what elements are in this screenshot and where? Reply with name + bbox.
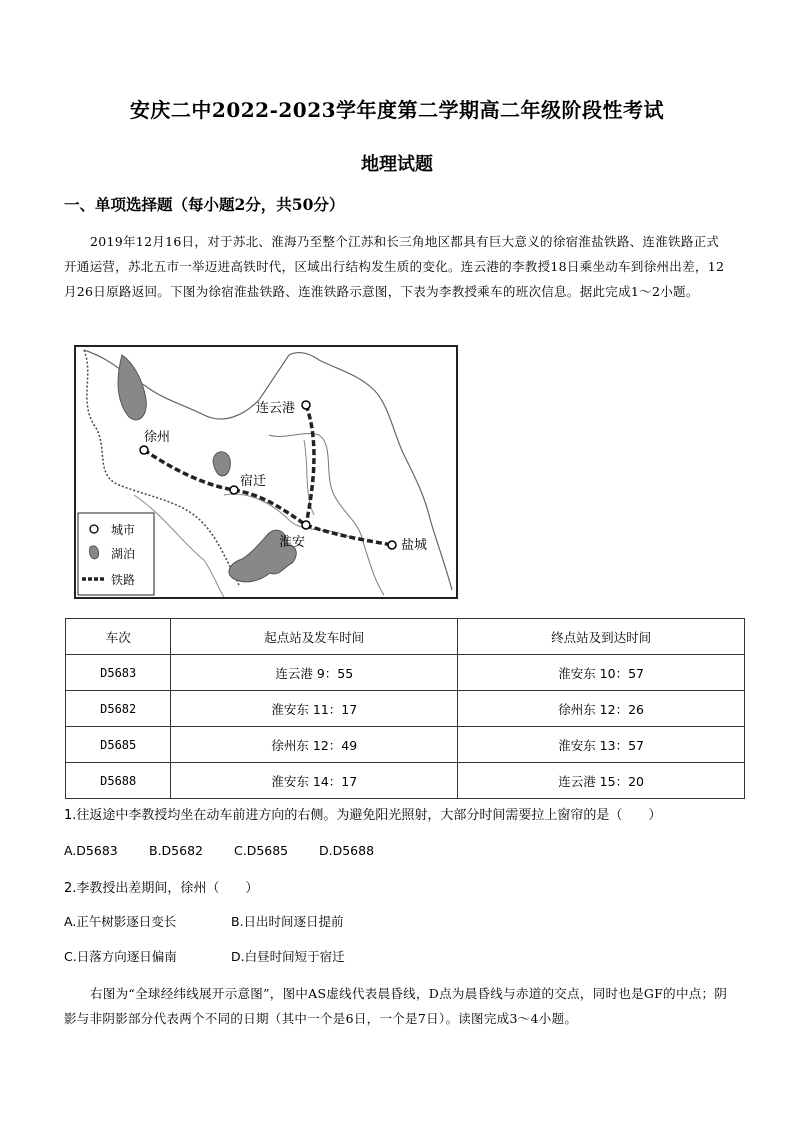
arrival: 连云港 15：20 [458,763,745,799]
section-heading: 一、单项选择题（每小题2分，共50分） [64,195,345,214]
option-b[interactable]: B.D5682 [149,843,203,858]
city-icon [302,521,310,529]
railway-map [74,345,458,599]
exam-title: 安庆二中2022-2023学年度第二学期高二年级阶段性考试 [129,98,665,122]
train-code: D5685 [66,727,171,763]
question-1-options [64,843,404,858]
arrival: 淮安东 13：57 [458,727,745,763]
question-2-options-row2 [64,947,345,965]
table-header: 车次 [66,619,171,655]
city-icon [302,401,310,409]
legend-label-railway: 铁路 [111,573,136,587]
table-row [66,763,745,799]
city-label-xuzhou: 徐州 [144,430,171,445]
option-a[interactable]: A.D5683 [64,843,118,858]
option-d[interactable]: D.白昼时间短于宿迁 [231,949,345,964]
city-icon [90,525,98,533]
question-1-stem: 1.往返途中李教授均坐在动车前进方向的右侧。为避免阳光照射，大部分时间需要拉上窗帘的是（ ） [64,808,662,823]
city-icon [140,446,148,454]
table-row [66,655,745,691]
table-row [66,727,745,763]
intro-paragraph-2: 右图为“全球经纬线展开示意图”，图中AS虚线代表晨昏线，D点为晨昏线与赤道的交点，同时也是GF的中点；阴影与非阴影部分代表两个不同的日期（其中一个是6日，一个是7日）。读图完成3～4小题。 [64,986,728,1026]
intro-paragraph-1: 2019年12月16日，对于苏北、淮海乃至整个江苏和长三角地区都具有巨大意义的徐宿淮盐铁路、连淮铁路正式开通运营，苏北五市一举迈进高铁时代，区域出行结构发生质的变化。连云港的李教授18日乘坐动车到徐州出差，12月26日原路返回。下图为徐宿淮盐铁路、连淮铁路示意图，下表为李教授乘车的班次信息。据此完成1～2小题。 [64,234,725,299]
option-b[interactable]: B.日出时间逐日提前 [231,914,344,929]
question-2-stem: 2.李教授出差期间，徐州（ ） [64,881,259,896]
exam-subtitle: 地理试题 [361,154,433,175]
departure: 淮安东 11：17 [171,691,458,727]
option-c[interactable]: C.D5685 [234,843,289,858]
city-icon [230,486,238,494]
table-header: 起点站及发车时间 [171,619,458,655]
legend-label-city: 城市 [111,523,136,537]
departure: 徐州东 12：49 [171,727,458,763]
train-code: D5688 [66,763,171,799]
city-label-huaian: 淮安 [279,535,306,550]
legend-label-lake: 湖泊 [111,547,136,561]
city-label-lianyungang: 连云港 [256,401,296,416]
table-header: 终点站及到达时间 [458,619,745,655]
lake-icon [90,546,99,559]
arrival: 徐州东 12：26 [458,691,745,727]
train-code: D5682 [66,691,171,727]
train-code: D5683 [66,655,171,691]
city-label-yancheng: 盐城 [401,538,428,553]
option-c[interactable]: C.日落方向逐日偏南 [64,949,177,964]
table-header-row [66,619,745,655]
option-a[interactable]: A.正午树影逐日变长 [64,914,177,929]
city-label-suqian: 宿迁 [240,474,267,489]
table-row [66,691,745,727]
option-d[interactable]: D.D5688 [319,843,375,858]
train-schedule-table [65,618,745,799]
city-icon [388,541,396,549]
question-2-options-row1 [64,912,344,930]
departure: 连云港 9：55 [171,655,458,691]
arrival: 淮安东 10：57 [458,655,745,691]
departure: 淮安东 14：17 [171,763,458,799]
